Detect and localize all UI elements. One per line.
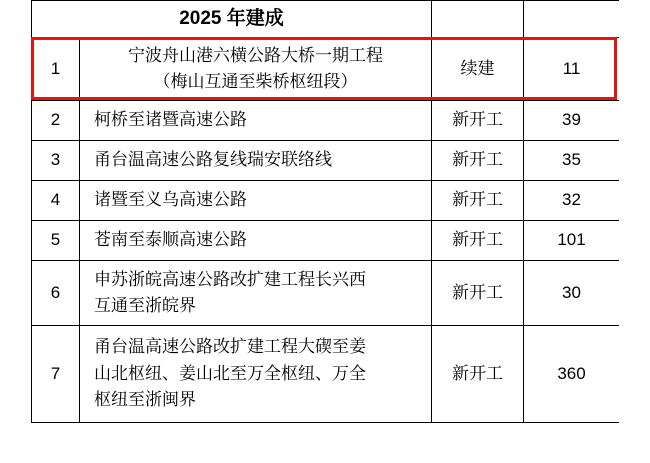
- row-project-name-line: 诸暨至义乌高速公路: [94, 190, 247, 210]
- row-number: 101: [524, 221, 620, 261]
- table-row: [32, 261, 620, 326]
- row-project-name: [80, 261, 432, 326]
- row-project-name-line: 甬台温高速公路复线瑞安联络线: [94, 150, 332, 170]
- row-project-name: [80, 181, 432, 221]
- row-project-name-line: （梅山互通至柴桥枢纽段）: [153, 72, 358, 91]
- row-project-name-line: 苍南至泰顺高速公路: [94, 230, 247, 250]
- left-margin: [0, 0, 31, 463]
- section-title-cell: 2025 年建成: [32, 1, 432, 38]
- section-header-number-cell: [524, 1, 620, 38]
- row-project-name-line: 柯桥至诸暨高速公路: [94, 110, 247, 130]
- row-index: 4: [32, 181, 80, 221]
- row-index: 1: [32, 38, 80, 101]
- row-project-name-line: 枢纽至浙闽界: [94, 390, 196, 410]
- row-state: 新开工: [432, 101, 524, 141]
- table-row: [32, 181, 620, 221]
- row-project-name: [80, 38, 432, 101]
- row-state: 新开工: [432, 221, 524, 261]
- row-state: 新开工: [432, 261, 524, 326]
- row-index: 6: [32, 261, 80, 326]
- row-number: 11: [524, 38, 620, 101]
- row-number: 35: [524, 141, 620, 181]
- row-project-name-line: 互通至浙皖界: [94, 296, 196, 315]
- row-project-name: [80, 141, 432, 181]
- table-row: [32, 326, 620, 423]
- project-table-container: [31, 0, 619, 423]
- row-number: 39: [524, 101, 620, 141]
- row-number: 30: [524, 261, 620, 326]
- row-project-name-line: 宁波舟山港六横公路大桥一期工程: [128, 45, 383, 65]
- table-section-header-row: [32, 1, 620, 38]
- row-index: 7: [32, 326, 80, 423]
- project-table: [31, 0, 620, 423]
- row-project-name: [80, 326, 432, 423]
- row-index: 3: [32, 141, 80, 181]
- row-state: 新开工: [432, 326, 524, 423]
- table-row: [32, 38, 620, 101]
- row-number: 360: [524, 326, 620, 423]
- right-margin: [619, 0, 650, 463]
- row-project-name-line: 山北枢纽、姜山北至万全枢纽、万全: [94, 363, 366, 383]
- row-state: 新开工: [432, 181, 524, 221]
- row-project-name: [80, 221, 432, 261]
- row-project-name: [80, 101, 432, 141]
- row-state: 续建: [432, 38, 524, 101]
- section-header-state-cell: [432, 1, 524, 38]
- row-index: 2: [32, 101, 80, 141]
- table-row: [32, 141, 620, 181]
- row-project-name-line: 申苏浙皖高速公路改扩建工程长兴西: [94, 269, 366, 289]
- table-row: [32, 221, 620, 261]
- bottom-margin: [0, 425, 650, 463]
- table-row: [32, 101, 620, 141]
- row-state: 新开工: [432, 141, 524, 181]
- row-number: 32: [524, 181, 620, 221]
- row-project-name-line: 甬台温高速公路改扩建工程大碶至姜: [94, 337, 366, 357]
- row-index: 5: [32, 221, 80, 261]
